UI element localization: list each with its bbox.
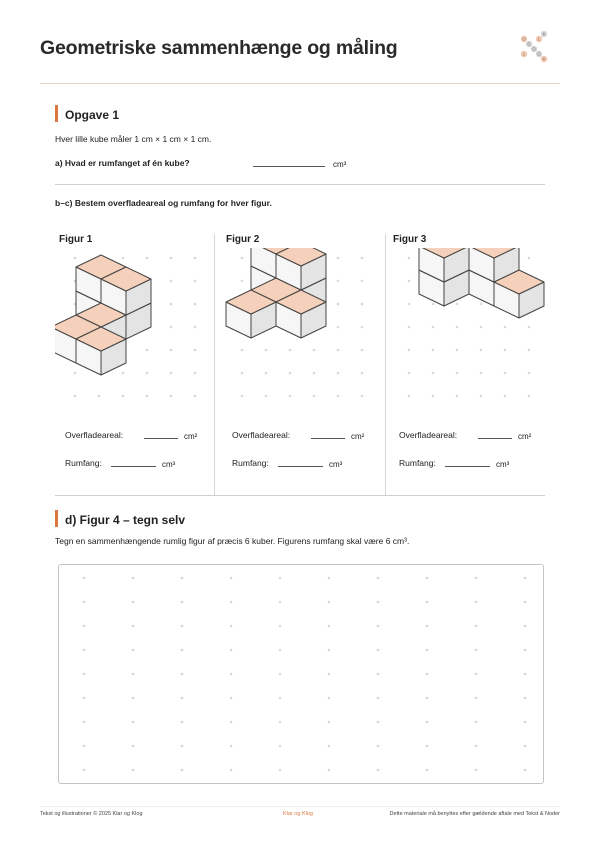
unit-a: cm³ [333,160,347,169]
figure-2-volume-label: Rumfang: [232,458,269,468]
page-title: Geometriske sammenhænge og måling [40,37,398,59]
section-divider [55,184,545,185]
figure-1-area-unit: cm² [184,432,198,441]
publisher-logo [514,27,554,67]
figure-2-title: Figur 2 [226,234,260,245]
figure-2-area-label: Overfladeareal: [232,430,291,440]
figure-2-volume-line[interactable] [278,466,323,467]
header-divider [40,83,560,84]
figure-3-area-line[interactable] [478,438,512,439]
figure-1-volume-label: Rumfang: [65,458,102,468]
svg-text:G: G [527,41,531,47]
answer-line-a[interactable] [253,166,325,167]
figure-2-area-line[interactable] [311,438,345,439]
dot-grid [59,565,543,783]
drawing-area[interactable] [58,564,544,784]
figure-2-volume-unit: cm³ [329,460,343,469]
section-divider [55,495,545,496]
section-accent-bar [55,510,58,527]
svg-text:G: G [537,51,541,57]
svg-text:K: K [542,56,546,62]
question-bc: b–c) Bestem overfladeareal og rumfang for hver figur. [55,198,272,208]
section-heading-opgave-1: Opgave 1 [65,108,120,122]
svg-text:L: L [522,51,526,57]
task-d-text: Tegn en sammenhængende rumlig figur af præcis 6 kuber. Figurens rumfang skal være 6 cm³. [55,536,410,546]
figure-separator [385,234,386,495]
figure-1-area-line[interactable] [144,438,178,439]
svg-text:O: O [532,46,536,52]
figure-3-area-label: Overfladeareal: [399,430,458,440]
svg-text:K: K [542,31,546,37]
figure-2-area-unit: cm² [351,432,365,441]
figure-1-title: Figur 1 [59,234,93,245]
footer-brand: Klar og Klog [283,811,313,817]
section-heading-figur-4: d) Figur 4 – tegn selv [65,513,186,527]
svg-text:L: L [537,36,541,42]
figure-3-drawing [389,248,549,403]
figure-3-volume-unit: cm³ [496,460,510,469]
figure-1-volume-unit: cm³ [162,460,176,469]
figure-3-area-unit: cm² [518,432,532,441]
footer-divider [40,806,560,807]
figure-1-drawing [55,248,210,403]
figure-2-drawing [222,248,382,403]
question-a: a) Hvad er rumfanget af én kube? [55,158,190,168]
figure-1-volume-line[interactable] [111,466,156,467]
figure-3-volume-label: Rumfang: [399,458,436,468]
figure-separator [214,234,215,495]
footer-license: Dette materiale må benyttes efter gældende aftale med Tekst & Noder [389,811,560,817]
section-accent-bar [55,105,58,122]
svg-text:O: O [522,36,526,42]
footer-copyright: Tekst og illustrationer © 2025 Klar og Klog [40,811,143,817]
figure-1-area-label: Overfladeareal: [65,430,124,440]
intro-text: Hver lille kube måler 1 cm × 1 cm × 1 cm. [55,134,212,144]
figure-3-title: Figur 3 [393,234,427,245]
figure-3-volume-line[interactable] [445,466,490,467]
